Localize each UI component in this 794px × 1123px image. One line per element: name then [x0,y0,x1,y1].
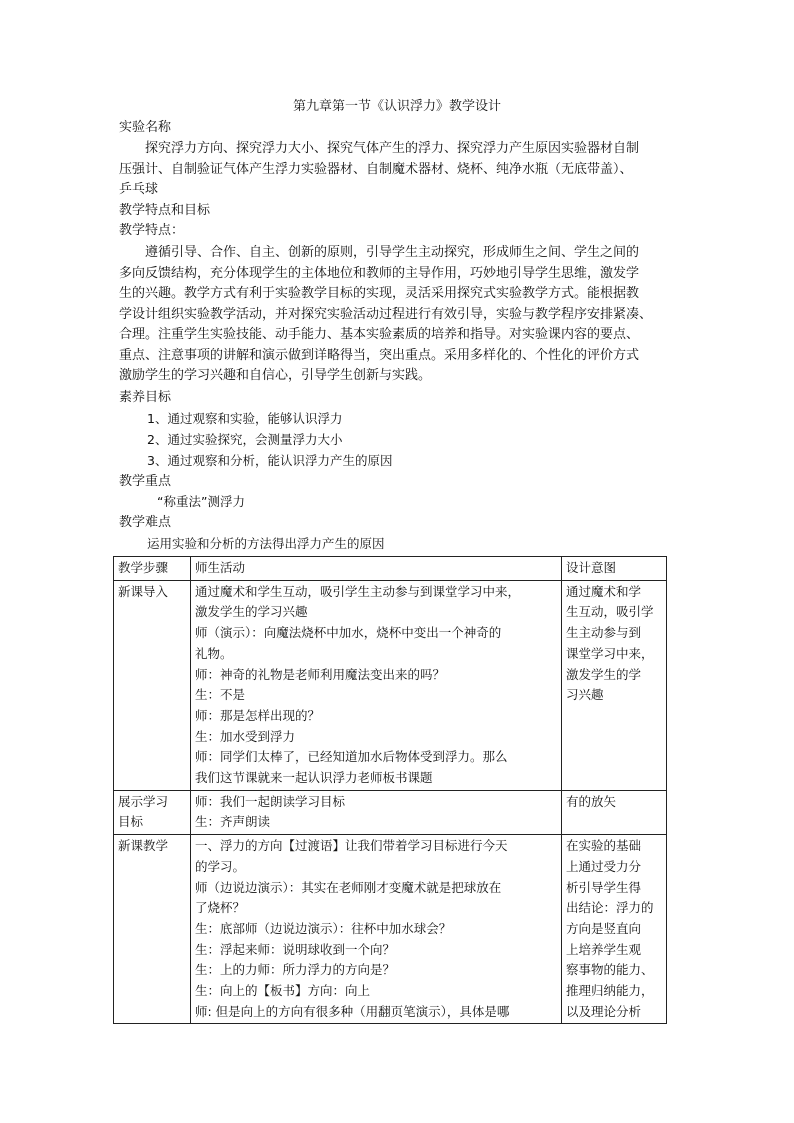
step-cell [114,790,191,834]
activity-line: 生：上的力师：所力浮力的方向是？ [195,962,396,978]
activity-line: 通过魔术和学生互动，吸引学生主动参与到课堂学习中来， [195,583,521,599]
experiment-text [119,139,675,201]
activity-line: 师：我们一起朗读学习目标 [195,793,346,809]
experiment-line: 探究浮力方向、探究浮力大小、探究气体产生的浮力、探究浮力产生原因实验器材自制 [145,141,640,156]
keypoint-heading: 教学重点 [119,474,172,489]
table-row [114,790,667,834]
activity-line: 生：浮起来师：说明球收到一个向？ [195,941,396,957]
features-line: 激励学生的学习兴趣和自信心，引导学生创新与实践。 [119,368,432,383]
intent-line: 有的放矢 [566,793,617,809]
activity-line: 我们这节课就来一起认识浮力老师板书课题 [195,770,433,786]
table-row [114,835,667,1024]
intent-cell [562,580,667,790]
features-line: 遵循引导、合作、自主、创新的原则，引导学生主动探究，形成师生之间、学生之间的 [145,245,640,260]
activity-line: 激发学生的学习兴趣 [195,604,308,620]
features-line: 学设计组织实验教学活动，并对探究实验活动过程进行有效引导，实验与教学程序安排紧凑、 [119,306,653,322]
activity-line: 生：底部师（边说边演示）：往杯中加水球会？ [195,920,452,936]
step-text: 新课导入 [118,583,169,599]
intent-line: 以及理论分析 [566,1003,642,1019]
header-cell: 师生活动 [191,557,562,581]
activity-line: 了烧杯？ [195,900,246,916]
experiment-line: 乒乓球 [119,182,159,197]
keypoint-text: “称重法”测浮力 [157,494,245,509]
intent-line: 上通过受力分 [566,858,642,874]
header-cell: 教学步骤 [114,557,191,581]
intent-line: 通过魔术和学 [566,583,642,599]
activity-line: 师（边说边演示）：其实在老师刚才变魔术就是把球放在 [195,879,502,895]
activity-line: 师（演示）：向魔法烧杯中加水，烧杯中变出一个神奇的 [195,625,502,641]
activity-line: 生：加水受到浮力 [195,728,296,744]
intent-line: 察事物的能力、 [566,962,654,978]
experiment-heading: 实验名称 [119,120,172,135]
intent-line: 激发学生的学 [566,666,642,682]
difficulty-heading: 教学难点 [119,515,172,530]
activity-line: 师：神奇的礼物是老师利用魔法变出来的吗？ [195,666,446,682]
features-subheading: 教学特点： [119,223,185,238]
features-line: 合理。注重学生实验技能、动手能力、基本实验素质的培养和指导。对实验课内容的要点、 [119,327,640,342]
features-line: 重点、注意事项的讲解和演示做到详略得当，突出重点。采用多样化的、个性化的评价方式 [119,347,640,363]
intent-line: 上培养学生观 [566,941,642,957]
table-header-row [114,557,667,581]
intent-line: 推理归纳能力， [566,983,654,999]
activity-line: 一、浮力的方向【过渡语】让我们带着学习目标进行今天 [195,838,508,854]
goal-item: 3、通过观察和分析，能认识浮力产生的原因 [147,453,393,468]
activity-line: 的学习。 [195,858,246,874]
intent-cell [562,835,667,1024]
activity-cell [191,580,562,790]
document-title: 第九章第一节《认识浮力》教学设计 [292,99,501,114]
difficulty-text: 运用实验和分析的方法得出浮力产生的原因 [147,536,385,551]
activity-cell [191,790,562,834]
features-line: 多向反馈结构，充分体现学生的主体地位和教师的主导作用，巧妙地引导学生思维，激发学 [119,265,640,281]
activity-line: 师：那是怎样出现的？ [195,707,321,723]
step-text: 展示学习 [118,793,169,809]
intent-line: 方向是竖直向 [566,920,642,936]
experiment-line: 压强计、自制验证气体产生浮力实验器材、自制魔术器材、烧杯、纯净水瓶（无底带盖）、 [119,161,633,177]
features-line: 生的兴趣。教学方式有利于实验教学目标的实现，灵活采用探究式实验教学方式。能根据教 [119,286,640,301]
activity-line: 师：同学们太棒了，已经知道加水后物体受到浮力。那么 [195,749,508,765]
features-text [119,243,675,387]
intent-line: 生主动参与到 [566,625,642,641]
intent-line: 习兴趣 [566,687,604,703]
activity-line: 师: 但是向上的方向有很多种（用翻页笔演示），具体是哪 [195,1003,510,1019]
lesson-table [113,556,667,1024]
step-text: 目标 [118,814,144,830]
step-cell [114,580,191,790]
features-heading: 教学特点和目标 [119,203,211,218]
goal-item: 1、通过观察和实验，能够认识浮力 [147,411,343,426]
intent-line: 析引导学生得 [566,879,642,895]
goals-heading: 素养目标 [119,390,172,405]
table-row [114,580,667,790]
activity-line: 生：向上的【板书】方向：向上 [195,983,371,999]
intent-line: 课堂学习中来， [566,645,654,661]
intent-line: 出结论：浮力的 [566,900,654,916]
intent-line: 在实验的基础 [566,838,642,854]
activity-line: 生：齐声朗读 [195,814,271,830]
header-cell: 设计意图 [562,557,667,581]
activity-line: 生：不是 [195,687,246,703]
activity-cell [191,835,562,1024]
step-cell [114,835,191,1024]
step-text: 新课教学 [118,838,169,854]
intent-cell [562,790,667,834]
intent-line: 生互动，吸引学 [566,604,654,620]
activity-line: 礼物。 [195,645,233,661]
goal-item: 2、通过实验探究，会测量浮力大小 [147,432,343,447]
